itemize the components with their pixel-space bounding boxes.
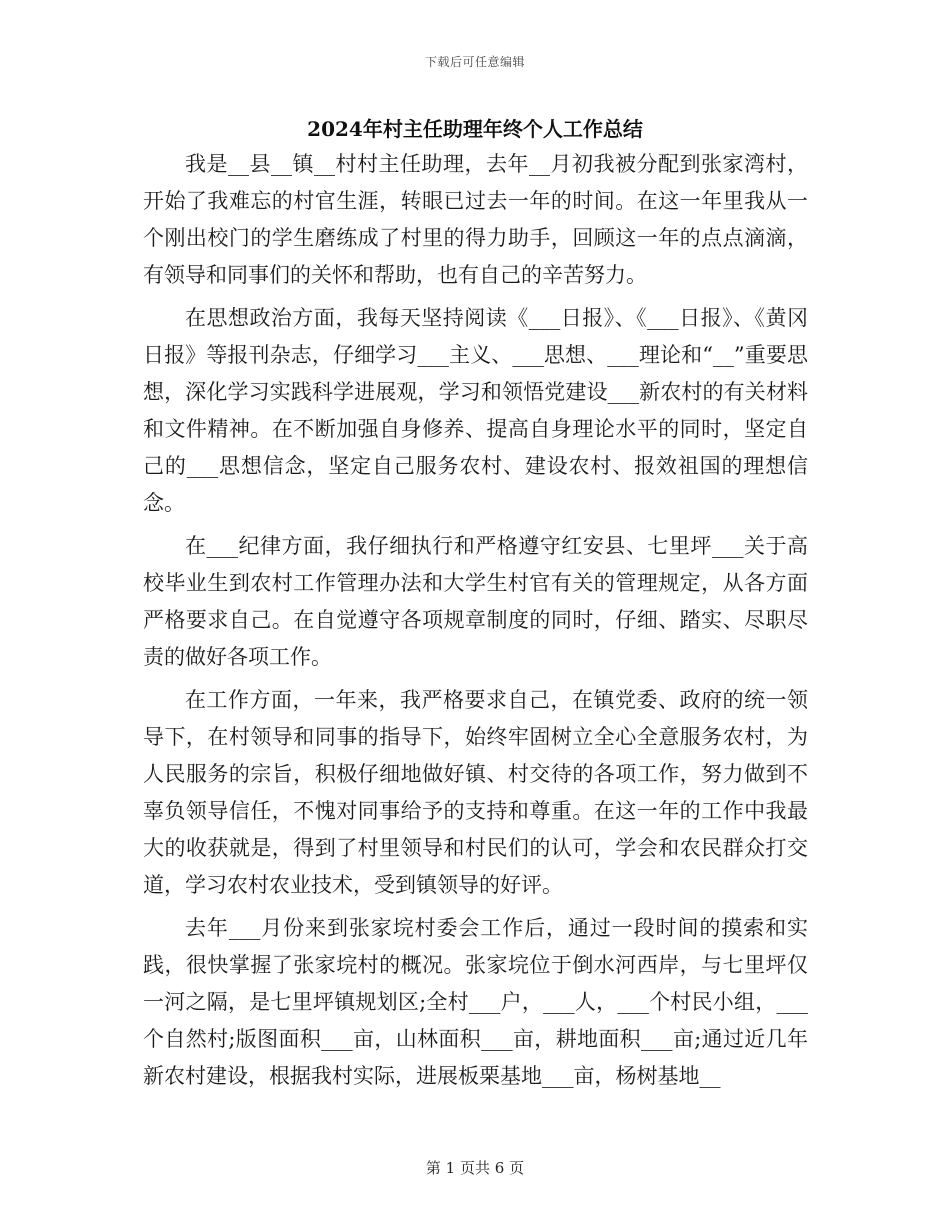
paragraph-village-overview: 去年___月份来到张家垸村委会工作后，通过一段时间的摸索和实践，很快掌握了张家垸村的概况。张家垸位于倒水河西岸，与七里坪仅一河之隔，是七里坪镇规划区;全村___户，___人，___个村民小组，___个自然村;版图面积___亩，山林面积___亩，耕地面积___亩;通过近几年新农村建设，根据我村实际，进展板栗基地___亩，杨树基地__ [143,916,808,1088]
paragraph-discipline: 在___纪律方面，我仔细执行和严格遵守红安县、七里坪___关于高校毕业生到农村工作管理办法和大学生村官有关的管理规定，从各方面严格要求自己。在自觉遵守各项规章制度的同时，仔细、踏实、尽职尽责的做好各项工作。 [143,534,808,669]
header-note: 下载后可任意编辑 [424,55,525,69]
document-body [143,146,808,1101]
page-number: 第 1 页共 6 页 [425,1159,525,1177]
paragraph-work: 在工作方面，一年来，我严格要求自己，在镇党委、政府的统一领导下，在村领导和同事的指导下，始终牢固树立全心全意服务农村，为人民服务的宗旨，积极仔细地做好镇、村交待的各项工作，努力做到不辜负领导信任，不愧对同事给予的支持和尊重。在这一年的工作中我最大的收获就是，得到了村里领导和村民们的认可，学会和农民群众打交道，学习农村农业技术，受到镇领导的好评。 [143,688,808,897]
paragraph-ideology: 在思想政治方面，我每天坚持阅读《___日报》、《___日报》、《黄冈日报》等报刊杂志，仔细学习___主义、___思想、___理论和“__”重要思想，深化学习实践科学进展观，学习和领悟党建设___新农村的有关材料和文件精神。在不断加强自身修养、提高自身理论水平的同时，坚定自己的___思想信念，坚定自己服务农村、建设农村、报效祖国的理想信念。 [143,306,808,515]
document-title: 2024年村主任助理年终个人工作总结 [307,117,643,141]
paragraph-intro: 我是__县__镇__村村主任助理，去年__月初我被分配到张家湾村，开始了我难忘的村官生涯，转眼已过去一年的时间。在这一年里我从一个刚出校门的学生磨练成了村里的得力助手，回顾这一年的点点滴滴，有领导和同事们的关怀和帮助，也有自己的辛苦努力。 [143,152,808,287]
